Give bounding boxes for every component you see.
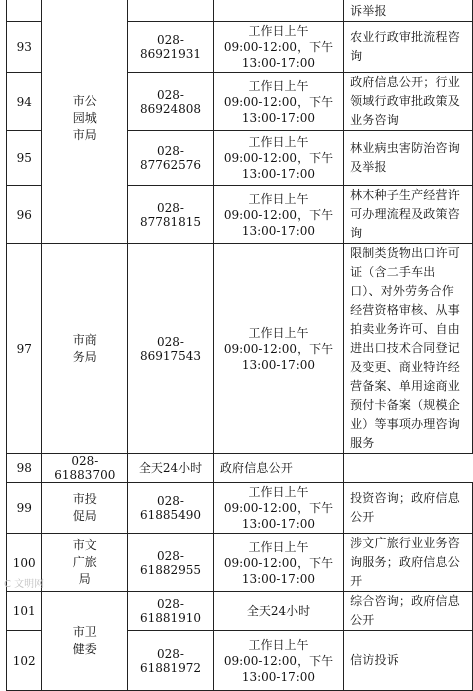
table-row — [7, 483, 473, 534]
table-row — [7, 0, 473, 22]
description-cell: 限制类货物出口许可证（含二手车出口）、对外劳务合作经营资格审核、从事拍卖业务许可、自由进出口技术合同登记及变更、商业特许经营备案、单用途商业预付卡备案（规模企业）等事项办理咨询服务 — [344, 244, 473, 454]
description-cell: 涉文广旅行业业务咨询服务；政府信息公开 — [344, 534, 473, 592]
description-cell: 政府信息公开；行业领域行政审批政策及业务咨询 — [344, 73, 473, 131]
description-cell: 信访投诉 — [344, 631, 473, 691]
description-cell: 农业行政审批流程咨询 — [344, 22, 473, 73]
table-row — [7, 592, 473, 631]
phone-cell: 028-61883700 — [42, 454, 128, 483]
department-label: 市商务局 — [72, 332, 97, 364]
department-cell — [42, 483, 128, 534]
description-cell: 林木种子生产经营许可办理流程及政策咨询 — [344, 186, 473, 244]
table-row — [7, 454, 473, 483]
row-number: 97 — [7, 244, 42, 454]
table-row — [7, 534, 473, 592]
department-label: 市公园城市局 — [72, 94, 97, 143]
phone-cell: 028-61882955 — [128, 534, 214, 592]
row-number: 96 — [7, 186, 42, 244]
phone-cell: 028-86921931 — [128, 22, 214, 73]
hours-cell: 工作日上午 09:00-12:00，下午 13:00-17:00 — [213, 534, 343, 592]
row-number: 94 — [7, 73, 42, 131]
table-row — [7, 244, 473, 454]
department-label: 市文广旅局 — [72, 538, 97, 586]
phone-cell: 028-87762576 — [128, 131, 214, 186]
row-number: 100 — [7, 534, 42, 592]
row-number — [7, 0, 42, 22]
department-cell — [42, 592, 128, 691]
phone-cell: 028-86924808 — [128, 73, 214, 131]
watermark: C 文明网 — [4, 579, 45, 590]
hours-cell: 工作日上午 09:00-12:00，下午 13:00-17:00 — [213, 73, 343, 131]
hours-cell: 工作日上午 09:00-12:00，下午 13:00-17:00 — [213, 631, 343, 691]
phone-cell: 028-86917543 — [128, 244, 214, 454]
row-number: 99 — [7, 483, 42, 534]
hours-cell: 工作日上午 09:00-12:00，下午 13:00-17:00 — [213, 22, 343, 73]
hours-cell: 工作日上午 09:00-12:00，下午 13:00-17:00 — [213, 483, 343, 534]
department-label: 市卫健委 — [72, 625, 97, 656]
row-number: 102 — [7, 631, 42, 691]
phone-cell: 028-61881910 — [128, 592, 214, 631]
phone-cell: 028-61881972 — [128, 631, 214, 691]
department-label: 市投促局 — [72, 492, 97, 523]
row-number: 95 — [7, 131, 42, 186]
description-cell: 政府信息公开 — [213, 454, 343, 483]
hotline-table — [6, 0, 473, 691]
description-cell: 林业病虫害防治咨询及举报 — [344, 131, 473, 186]
hours-cell: 工作日上午 09:00-12:00，下午 13:00-17:00 — [213, 244, 343, 454]
row-number: 98 — [7, 454, 42, 483]
department-cell — [42, 534, 128, 592]
phone-cell — [128, 0, 214, 22]
phone-cell: 028-87781815 — [128, 186, 214, 244]
hours-cell: 全天24小时 — [128, 454, 214, 483]
hours-cell — [213, 0, 343, 22]
hours-cell: 全天24小时 — [213, 592, 343, 631]
description-cell: 诉举报 — [344, 0, 473, 22]
department-cell — [42, 244, 128, 454]
row-number: 101 — [7, 592, 42, 631]
department-cell — [42, 0, 128, 244]
row-number: 93 — [7, 22, 42, 73]
phone-cell: 028-61885490 — [128, 483, 214, 534]
hours-cell: 工作日上午 09:00-12:00，下午 13:00-17:00 — [213, 186, 343, 244]
description-cell: 投资咨询；政府信息公开 — [344, 483, 473, 534]
description-cell: 综合咨询；政府信息公开 — [344, 592, 473, 631]
hours-cell: 工作日上午 09:00-12:00，下午 13:00-17:00 — [213, 131, 343, 186]
